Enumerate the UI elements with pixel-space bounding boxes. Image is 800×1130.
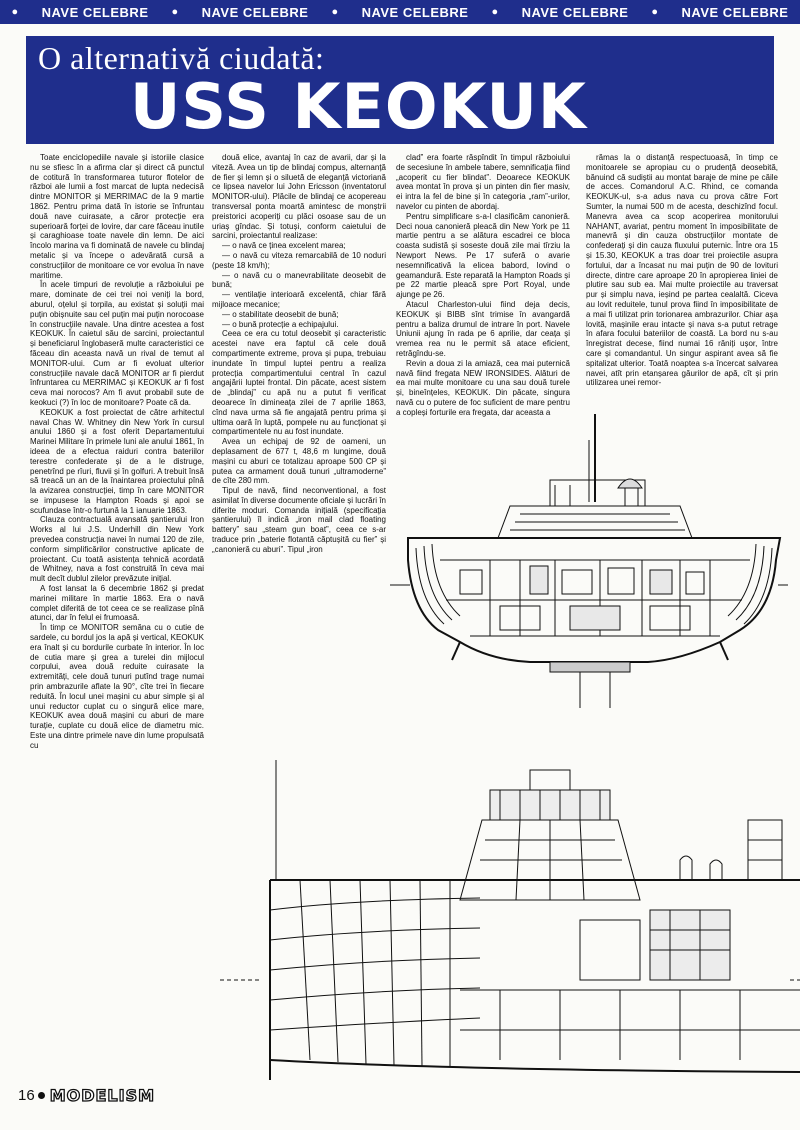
- magazine-logo: MODELISM: [49, 1085, 156, 1105]
- list-item: — o navă cu viteza remarcabilă de 10 noduri (peste 18 km/h);: [212, 250, 386, 270]
- paragraph: Toate enciclopediile navale și istoriile clasice nu se sfiesc în a afirma clar și direct că punctul de cotitură în transformarea tuturor flotelor de război ale lumii a fost marcat de lupta nedecisă dintre MONITOR și MERRIMAC de la 9 martie 1862. Pentru prima dată în istorie se înfruntau două nave cuirasate, a căror protecție era superioară forței de lovire, dar care făceau inutile și caraghioase toate navele din lemn. De aici încolo marina va fi dominată de navele cu blindaj metalic și va începe o adevărată cursă a construcțiilor de monitoare ce vor evolua în nave maritime.: [30, 153, 204, 280]
- strip-bullet: ●: [331, 6, 339, 18]
- page-number: 16: [18, 1086, 35, 1104]
- paragraph: A fost lansat la 6 decembrie 1862 și predat marinei militare în martie 1863. Era o navă complet diferită de tot ceea ce se realizase pînă atunci, dar în felul ei frumoasă.: [30, 584, 204, 623]
- text-column-1: [30, 153, 204, 751]
- strip-bullet: ●: [491, 6, 499, 18]
- list-item: — o navă cu o manevrabilitate deosebit de bună;: [212, 270, 386, 290]
- strip-bullet: ●: [11, 6, 19, 18]
- text-column-3: [396, 153, 570, 417]
- strip-label: NAVE CELEBRE: [361, 4, 469, 20]
- paragraph: În timp ce MONITOR semăna cu o cutie de sardele, cu bordul jos la apă și vertical, KEOKUK era înalt și cu bordurile curbate în interior. În loc de cutia mare și grea a turelei din mijlocul corpului, avea două reduite cuirasate la extremități, cele două tunuri putînd trage numai prin ambrazurile aflate la 90°, cîte trei în fiecare reduită. În locul unei mașini cu abur simple și al unui reductor cuplat cu o singură elice mare, KEOKUK avea două mașini cu aburi de mare turație, cuplate cu două elice de diametru mic. Este una dintre primele nave din lume propulsată cu: [30, 623, 204, 750]
- strip-label: NAVE CELEBRE: [201, 4, 309, 20]
- article-subtitle: O alternativă ciudată:: [38, 40, 325, 76]
- list-item: — o bună protecție a echipajului.: [222, 319, 339, 329]
- series-strip: [0, 0, 800, 24]
- paragraph: două elice, avantaj în caz de avarii, dar și la viteză. Avea un tip de blindaj compus, alternanță de fier și lemn și o siluetă de eleganță victoriană ce lipsea navelor lui John Ericsson (inventatorul MONITOR-ului). Plăcile de blindaj ce acopereau transversal ponta moartă amintesc de monștrii preistorici acoperiți cu plăci osoase sau de un uriaș gîndac. Și totuși, conform caietului de sarcini, proiectantul realizase:: [212, 153, 386, 241]
- hull-cross-section-drawing: [380, 410, 790, 730]
- paragraph: rămas la o distanță respectuoasă, în timp ce monitoarele se apropiau cu o prudență deosebită, bănuind că sudiștii au montat baraje de mine pe căile de acces. Comandorul A.C. Rhind, ce comanda KEOKUK-ul, s-a adus nava cu prova către Fort Sumter, la numai 500 m de acesta, deschizînd focul. Manevra avea ca scop acoperirea monitorului NAHANT, avariat, pentru moment în imposibilitate de manevră și din cauza obstrucțiilor montate de confederați și din cauza fluxului puternic. Între ora 15 și 15.30, KEOKUK a tras doar trei proiectile asupra fortului, dar a încasat nu mai puțin de 90 de lovituri directe, dintre care aproape 20 în apropierea liniei de plutire sau sub ea. Mai multe proiectile au traversat pur și simplu nava, ieșind pe partea cealaltă. Ciceva au lovit reduitele, tunul prova fiind în imposibilitate de a mai fi utilizat prin torionarea ambrazurilor. Chiar așa lovită, mașinile erau intacte și nava s-a putut retrage în afara focului bateriilor de coastă. La bord nu s-au înregistrat decese, fiind numai 16 răniți ușor, între care și comandantul. Un singur aspirant avea să fie spitalizat ulterior. Toată noaptea s-a încercat salvarea navei, atît prin etanșarea găurilor de apă, cît și prin utilizarea unei remor-: [586, 153, 778, 388]
- strip-label: NAVE CELEBRE: [41, 4, 149, 20]
- strip-bullet: ●: [171, 6, 179, 18]
- article-title: USS KEOKUK: [130, 70, 587, 143]
- paragraph: În acele timpuri de revoluție a războiului pe mare, dominate de cei trei noi veniți la bord, aburul, oțelul și torpila, au existat și soluții mai puțin obișnuite sau cel puțin mai puțin norocoase în construcțiile navale. Una dintre acestea a fost KEOKUK. În caietul său de sarcini, proiectantul și beneficiarul înglobaseră multe caracteristici ce făceau din aceasta navă un rival de temut al MONITOR-ului. Cum ar fi evoluat ulterior construcțiile navale dacă MONITOR ar fi pierdut înfruntarea cu MERRIMAC și KEOKUK ar fi fost ceva mai norocos? Am fi avut probabil sute de keokuci (?) în loc de monitoare? Poate că da.: [30, 280, 204, 407]
- title-banner: [26, 36, 774, 144]
- paragraph: KEOKUK a fost proiectat de către arhitectul naval Chas W. Whitney din New York în cursul anului 1860 și a fost oferit Departamentului Marinei Militare în primele luni ale anului 1861, în ideea de a efectua raiduri contra bateriilor terestre confederate și de a le distruge, penetrînd pe rîuri, fluvii și în golfuri. A trebuit însă să treacă un an de la înaintarea proiectului pînă la avizarea construcției, timp în care MONITOR se impusese la Hampton Roads și apoi se scufundase într-o furtună la 1 ianuarie 1863.: [30, 407, 204, 515]
- page-footer: [18, 1082, 155, 1108]
- list-item: — o navă ce ținea excelent marea;: [222, 241, 346, 251]
- strip-bullet: ●: [651, 6, 659, 18]
- strip-label: NAVE CELEBRE: [681, 4, 789, 20]
- paragraph: clad” era foarte răspîndit în timpul războiului de secesiune în ambele tabere, semnificația fiind „acoperit cu fier blindat”. Deoarece KEOKUK avea montat în prova și un pinten din fier masiv, ei intra la fel de bine și în categoria „ram”-urilor, navelor cu pinten de abordaj.: [396, 153, 570, 211]
- list-item: — ventilație interioară excelentă, chiar fără mijloace mecanice;: [212, 290, 386, 309]
- text-column-2: [212, 153, 386, 554]
- paragraph: Tipul de navă, fiind neconventional, a fost asimilat în diverse documente oficiale și lucrări în diferite moduri. Comanda inițială (specificația șantierului) îl indică „iron mail clad floating battery” sau „steam gun boat”, ceea ce s-ar traduce prin „baterie flotantă căptușită cu fier” și „canonieră cu aburi”. Tipul „iron: [212, 486, 386, 554]
- paragraph: Revin a doua zi la amiază, cea mai puternică navă fiind fregata NEW IRONSIDES. Alături de ea mai multe monitoare cu una sau două turele și, bineînțeles, KEOKUK. Din păcate, singura navă cu o putere de foc suficient de mare pentru a copleși forturile era fregata, dar aceasta a: [396, 358, 570, 417]
- paragraph: Ceea ce era cu totul deosebit și caracteristic acestei nave era faptul că cele două compartimente extreme, prova și pupa, trebuiau inundate în timpul luptei pentru a realiza protecția compartimentului central în cazul angajării luptei frontal. Din păcate, acest sistem de „blindaj” cu apă nu a putut fi verificat deoarece în dimineața zilei de 7 aprilie 1863, cînd nava urma să fie angajată pentru prima și ultima oară în luptă, pompele nu au funcționat și compartimentele nu au fost inundate.: [212, 329, 386, 437]
- paragraph: Clauza contractuală avansată șantierului Iron Works al lui J.S. Underhill din New York prevedea construcția navei în numai 120 de zile, conform simplificărilor constructive aplicate de proiectant. Cu toată asistența tehnică acordată de Whitney, nava a fost construită în ceva mai mult decît dublul zilelor prevăzute inițial.: [30, 515, 204, 584]
- list-item: — o stabilitate deosebit de bună;: [222, 309, 339, 319]
- strip-label: NAVE CELEBRE: [521, 4, 629, 20]
- hull-side-view-drawing: [200, 760, 800, 1100]
- footer-bullet-icon: [38, 1092, 45, 1099]
- paragraph: Pentru simplificare s-a-l clasificăm canonieră. Deci noua canonieră pleacă din New York pe 11 martie pentru a se alătura escadrei ce bloca coasta sudistă și soseste două zile mai tîrziu la Newport News. Pe 17 suferă o avarie nesemnificativă la elicea babord, lovind o geamandură. Este reparată la Hampton Roads și pe 22 martie pleacă spre Port Royal, unde ajunge pe 26.: [396, 211, 570, 300]
- paragraph: Atacul Charleston-ului fiind deja decis, KEOKUK și BIBB sînt trimise în avangardă pentru a baliza drumul de intrare în port. Navele Uniunii ajung în rada pe 6 aprilie, dar ceața și vremea rea nu le permit să atace eficient, retrăgîndu-se.: [396, 299, 570, 358]
- paragraph: Avea un echipaj de 92 de oameni, un deplasament de 677 t, 48,6 m lungime, două mașini cu aburi ce totalizau aproape 500 CP și putea ca armament două tunuri „ultramoderne” de cîte 280 mm.: [212, 437, 386, 486]
- text-column-4: [586, 153, 778, 411]
